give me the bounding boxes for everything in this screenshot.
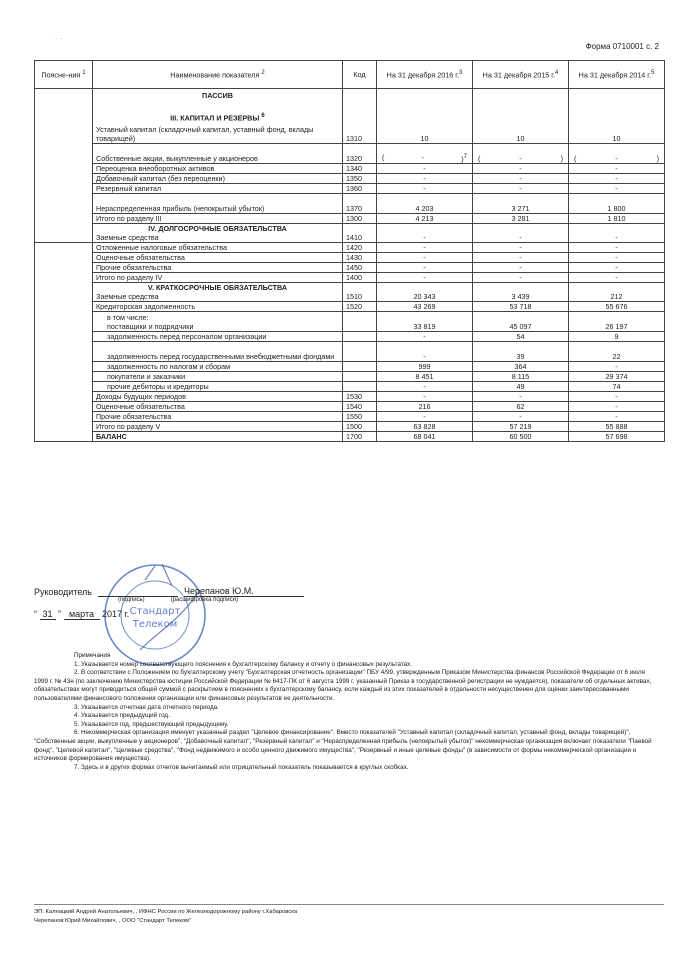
table-row [35,302,665,312]
row-value: - [377,174,473,184]
row-code: 1550 [343,412,377,422]
row-value: - [377,224,473,243]
row-code: 1540 [343,402,377,412]
row-code: 1350 [343,174,377,184]
row-label: Оценочные обязательства [93,253,343,263]
row-code [343,382,377,392]
row-value: 10 [473,89,569,144]
row-value: - [569,184,665,194]
svg-text:Телеком: Телеком [132,619,178,630]
row-value: - [377,273,473,283]
row-label: задолженность перед государственными внебюджетными фондами [93,342,343,362]
row-value: 62 [473,402,569,412]
row-value: 57 219 [473,422,569,432]
note-2: 2. В соответствии с Положением по бухгалтерскому учету "Бухгалтерская отчетность организации" ПБУ 4/99, утвержденным Приказом Министерства финансов Российской Федерации от 6 июля 1999 г. № 43н (по заключению Министерства юстиции Российской Федерации № 6417-ПК от 6 августа 1999 г. указанный Приказ в государственной регистрации не нуждается), показатели об отдельных активах, обязательствах могут приводиться общей суммой с раскрытием в пояснениях к бухгалтерскому балансу, если каждый из этих показателей в отдельности несущественен для оценки заинтересованными пользователями финансового положения организации или финансовых результатов ее деятельности. [34,669,652,702]
notes [34,652,654,772]
row-value: 60 500 [473,432,569,442]
row-value: 216 [377,402,473,412]
row-value: - [569,402,665,412]
row-code: 1400 [343,273,377,283]
row-value: 8 115 [473,372,569,382]
row-label: Заемные средства [96,292,159,302]
row-label: Заемные средства [96,233,159,243]
row-label: Итого по разделу V [93,422,343,432]
row-code: 1340 [343,164,377,174]
row-code [343,372,377,382]
row-value: 63 828 [377,422,473,432]
row-label: Добавочный капитал (без переоценки) [93,174,343,184]
row-value: - [569,174,665,184]
table-row [35,253,665,263]
row-value: 74 [569,382,665,392]
row-code: 1310 [343,89,377,144]
row-value: - [377,412,473,422]
header-name: Наименование показателя $^2$ [93,61,343,89]
row-code: 1370 [343,194,377,214]
row-value: - [473,224,569,243]
row-value: - [473,184,569,194]
footer [34,908,534,926]
row-value: - [377,263,473,273]
section-5-heading: V. КРАТКОСРОЧНЫЕ ОБЯЗАТЕЛЬСТВА [147,283,288,293]
table-row [35,224,665,243]
header-col3: На 31 декабря 2014 г.$^5$ [569,61,665,89]
table-row [35,194,665,214]
row-value: - [377,184,473,194]
table-row [35,214,665,224]
row-value: - [569,224,665,243]
row-label: задолженность перед персоналом организации [93,332,343,342]
row-label: Собственные акции, выкупленные у акционеров [93,144,343,164]
table-row [35,412,665,422]
section-3-heading: III. КАПИТАЛ И РЕЗЕРВЫ $^6$ [170,113,265,123]
note-3: 3. Указывается отчетная дата отчетного периода. [74,703,219,711]
row-value: ( - ) [569,144,665,164]
row-code [343,332,377,342]
table-row [35,342,665,362]
table-row [35,283,665,302]
row-value: 212 [569,283,665,302]
row-value: 999 [377,362,473,372]
row-code: 1520 [343,302,377,312]
table-row [35,89,665,144]
row-value: - [377,382,473,392]
svg-text:Стандарт: Стандарт [129,606,181,617]
row-label: задолженность по налогам и сборам [93,362,343,372]
row-value: - [473,174,569,184]
note-6: 6. Некоммерческая организация именует указанный раздел "Целевое финансирование". Вместо показателей "Уставный капитал (складочный капитал, уставный фонд, вклады товарищей)", "Собственные акции, выкупленные у акционеров", "Добавочный капитал", "Резервный капитал" и "Нераспределенная прибыль (непокрытый убыток)" некоммерческая организация включает показатели "Паевой фонд", "Целевой капитал", "Целевые средства", "Фонд недвижимого и особо ценного движимого имущества", "Резервный и иные целевые фонды" (в зависимости от формы некоммерческой организации и источников формирования имущества). [34,729,652,763]
row-code: 1410 [343,224,377,243]
row-value: 8 451 [377,372,473,382]
row-value: 53 718 [473,302,569,312]
row-value: 10 [377,89,473,144]
table-row [35,184,665,194]
row-value: 68 041 [377,432,473,442]
note-5: 5. Указывается год, предшествующий предыдущему. [74,720,229,728]
table-row [35,382,665,392]
row-code: 1360 [343,184,377,194]
row-value: ( - ) [473,144,569,164]
row-value: 39 [473,342,569,362]
table-row [35,362,665,372]
row-value: - [569,253,665,263]
row-code: 1500 [343,422,377,432]
row-code: 1510 [343,283,377,302]
row-value: 33 819 [377,312,473,332]
note-1: 1. Указывается номер соответствующего пояснения к бухгалтерскому балансу и отчету о финансовых результатах. [74,660,413,668]
row-code: 1420 [343,243,377,253]
row-value: 20 343 [377,283,473,302]
row-value: 55 888 [569,422,665,432]
row-value: 10 [569,89,665,144]
row-value: - [569,392,665,402]
row-code [343,312,377,332]
row-code: 1300 [343,214,377,224]
row-code: 1430 [343,253,377,263]
row-value: 43 269 [377,302,473,312]
table-row [35,144,665,164]
header-note: Поясне-ния $^1$ [35,61,93,89]
row-value: - [473,243,569,253]
row-value: - [377,332,473,342]
row-label: Переоценка внеоборотных активов [93,164,343,174]
row-value: - [377,253,473,263]
role-label: Руководитель [34,587,92,597]
row-value: 3 281 [473,214,569,224]
note-7: 7. Здесь и в других формах отчетов вычитаемый или отрицательный показатель показывается в круглых скобках. [74,763,409,771]
row-label: Уставный капитал (складочный капитал, уставный фонд, вклады товарищей) [96,125,314,144]
header-col2: На 31 декабря 2015 г.$^4$ [473,61,569,89]
row-value: 54 [473,332,569,342]
row-label: в том числе: поставщики и подрядчики [93,312,343,332]
row-value: ( - )$^7$ [377,144,473,164]
row-value: - [569,263,665,273]
row-label: покупатели и заказчики [93,372,343,382]
row-value: 1 800 [569,194,665,214]
row-value: - [377,243,473,253]
table-row [35,402,665,412]
row-label: Отложенные налоговые обязательства [93,243,343,253]
scan-mark: - - [55,36,62,43]
row-code [343,342,377,362]
row-value: - [473,263,569,273]
row-value: 4 203 [377,194,473,214]
row-code: 1320 [343,144,377,164]
row-value: 1 810 [569,214,665,224]
row-label: прочие дебиторы и кредиторы [93,382,343,392]
row-code [343,362,377,372]
table-header-row [35,61,665,89]
row-value: 22 [569,342,665,362]
table-row [35,392,665,402]
table-row [35,243,665,253]
row-value: - [377,342,473,362]
footer-divider [34,904,664,905]
row-value: - [473,273,569,283]
row-value: - [569,243,665,253]
row-value: 364 [473,362,569,372]
row-label: Оценочные обязательства [93,402,343,412]
row-value: 3 439 [473,283,569,302]
footer-line-2: Черепанов Юрий Михайлович, , ООО "Стандарт Телеком" [34,918,192,924]
row-value: 4 213 [377,214,473,224]
row-label: Итого по разделу IV [93,273,343,283]
row-value: - [377,164,473,174]
footer-line-1: ЭП: Калнацкий Андрей Анатольевич, , ИФНС России по Железнодорожному району г.Хабаровска [34,909,298,915]
table-row [35,432,665,442]
row-value: - [569,164,665,174]
header-col1: На 31 декабря 2016 г.$^3$ [377,61,473,89]
row-code: 1700 [343,432,377,442]
row-label: Резервный капитал [93,184,343,194]
section-4-heading: IV. ДОЛГОСРОЧНЫЕ ОБЯЗАТЕЛЬСТВА [148,224,287,234]
balance-table [34,60,665,442]
notes-title: Примечания [74,652,111,659]
signature-date: “ 31 ” марта 2017 г. [34,609,130,619]
row-label: Нераспределенная прибыль (непокрытый убыток) [93,194,343,214]
row-value: - [473,164,569,174]
row-value: - [569,362,665,372]
passiv-heading: ПАССИВ [202,91,233,100]
header-code: Код [343,61,377,89]
row-value: - [569,273,665,283]
row-value: - [377,392,473,402]
table-row [35,164,665,174]
row-value: 26 197 [569,312,665,332]
row-label: БАЛАНС [93,432,343,442]
form-code: Форма 0710001 с. 2 [585,42,659,51]
row-value: - [473,392,569,402]
table-row [35,372,665,382]
row-code: 1450 [343,263,377,273]
caption-decode: (расшифровка подписи) [170,597,238,603]
note-4: 4. Указывается предыдущий год. [74,712,170,720]
row-value: 55 676 [569,302,665,312]
row-label: Итого по разделу III [93,214,343,224]
signer-name: Черепанов Ю.М. [184,586,304,597]
row-value: 29 374 [569,372,665,382]
table-row [35,174,665,184]
table-row [35,422,665,432]
row-value: 45 097 [473,312,569,332]
row-label: Доходы будущих периодов [93,392,343,402]
row-value: 9 [569,332,665,342]
row-value: 3 271 [473,194,569,214]
table-row [35,273,665,283]
row-code: 1530 [343,392,377,402]
caption-sign: (подпись) [118,597,145,603]
table-row [35,312,665,332]
row-label: Прочие обязательства [93,412,343,422]
row-value: - [473,253,569,263]
row-value: - [569,412,665,422]
row-value: - [473,412,569,422]
signature-block [34,586,334,620]
table-row [35,332,665,342]
row-value: 49 [473,382,569,392]
row-value: 57 698 [569,432,665,442]
table-row [35,263,665,273]
row-label: Прочие обязательства [93,263,343,273]
row-label: Кредиторская задолженность [93,302,343,312]
